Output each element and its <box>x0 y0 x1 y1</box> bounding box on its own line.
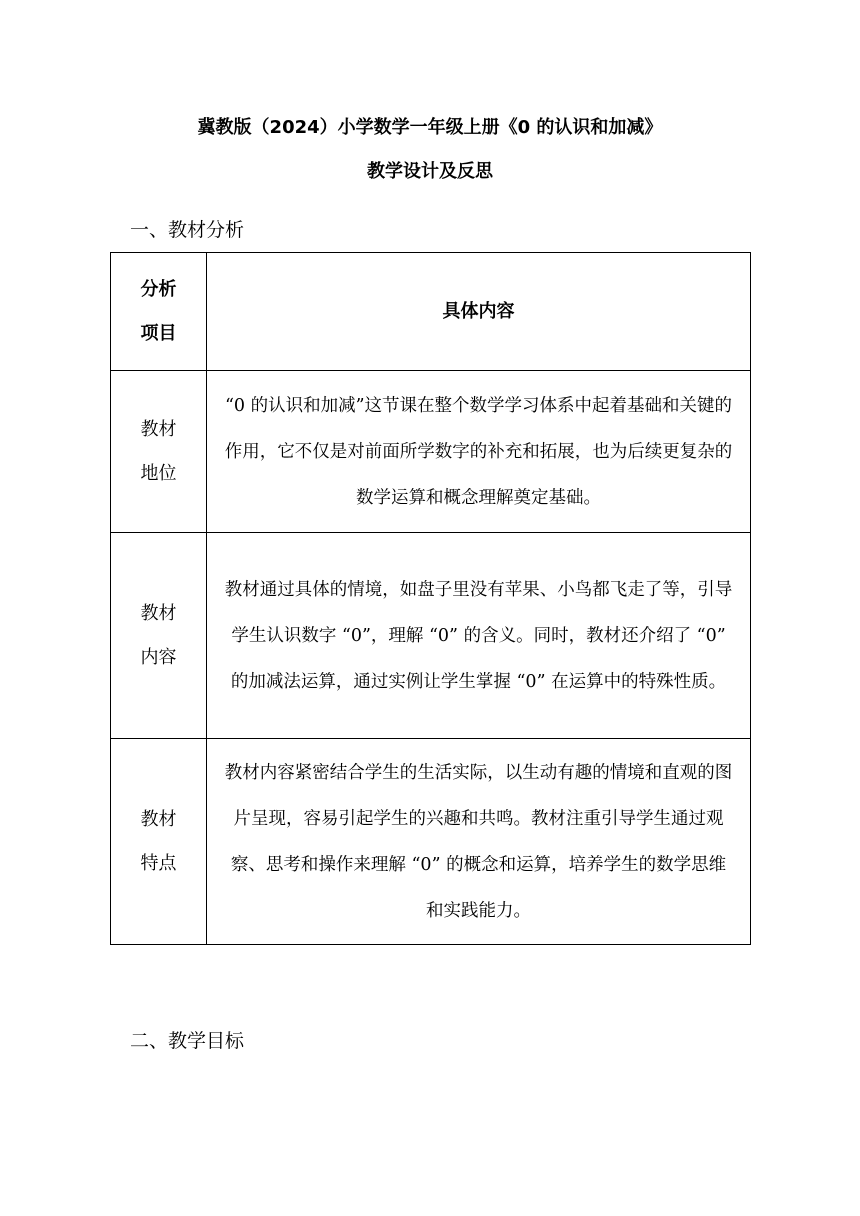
row-label-cell <box>111 371 207 533</box>
section-heading-teaching-goals: 二、教学目标 <box>130 1030 245 1052</box>
document-title: 冀教版（2024）小学数学一年级上册《0 的认识和加减》 <box>197 117 663 138</box>
header-cell-content <box>207 253 751 371</box>
row-label-cell <box>111 739 207 945</box>
row-content: 教材通过具体的情境，如盘子里没有苹果、小鸟都飞走了等，引导学生认识数字 “0”，理解 “0” 的含义。同时，教材还介绍了 “0” 的加减法运算，通过实例让学生掌握 “0” 在运算中的特殊性质。 <box>224 579 733 692</box>
document-subtitle: 教学设计及反思 <box>367 161 493 182</box>
row-content-cell <box>207 371 751 533</box>
row-content-cell <box>207 739 751 945</box>
row-label-cell <box>111 533 207 739</box>
row-content: “0 的认识和加减”这节课在整个数学学习体系中起着基础和关键的作用，它不仅是对前面所学数字的补充和拓展，也为后续更复杂的数学运算和概念理解奠定基础。 <box>224 395 733 508</box>
materials-analysis-table <box>110 252 751 945</box>
row-content-cell <box>207 533 751 739</box>
section-heading-materials-analysis: 一、教材分析 <box>130 219 245 241</box>
row-label: 教材特点 <box>140 808 177 874</box>
table-row <box>111 739 751 945</box>
table-header-row <box>111 253 751 371</box>
row-label: 教材地位 <box>140 418 177 484</box>
table-row <box>111 533 751 739</box>
row-label: 教材内容 <box>140 602 177 668</box>
table-row <box>111 371 751 533</box>
header-label-content: 具体内容 <box>442 300 515 322</box>
header-cell-item <box>111 253 207 371</box>
header-label-item: 分析项目 <box>140 278 177 344</box>
row-content: 教材内容紧密结合学生的生活实际，以生动有趣的情境和直观的图片呈现，容易引起学生的兴趣和共鸣。教材注重引导学生通过观察、思考和操作来理解 “0” 的概念和运算，培养学生的数学思维和实践能力。 <box>224 762 733 921</box>
